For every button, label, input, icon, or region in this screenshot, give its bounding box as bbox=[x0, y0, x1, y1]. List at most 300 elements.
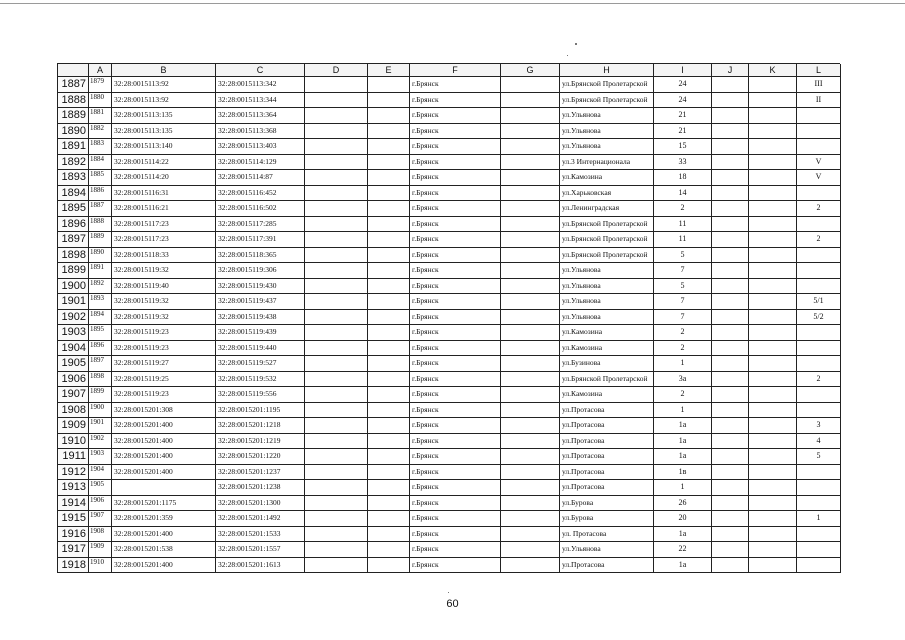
cell-i[interactable]: 14 bbox=[654, 186, 712, 202]
cell-b[interactable]: 32:28:0015113:135 bbox=[112, 108, 216, 124]
cell-l[interactable]: 5 bbox=[797, 449, 841, 465]
row-number[interactable]: 1900 bbox=[58, 279, 89, 295]
cell-l[interactable] bbox=[797, 341, 841, 357]
cell-a[interactable]: 1899 bbox=[89, 387, 112, 403]
cell-h[interactable]: ул.Ульянова bbox=[560, 263, 654, 279]
cell-a[interactable]: 1909 bbox=[89, 542, 112, 558]
cell-g[interactable] bbox=[501, 465, 560, 481]
cell-e[interactable] bbox=[368, 186, 410, 202]
cell-d[interactable] bbox=[305, 511, 368, 527]
cell-b[interactable]: 32:28:0015119:23 bbox=[112, 325, 216, 341]
cell-c[interactable]: 32:28:0015113:364 bbox=[216, 108, 305, 124]
cell-f[interactable]: г.Брянск bbox=[410, 279, 501, 295]
cell-f[interactable]: г.Брянск bbox=[410, 155, 501, 171]
column-header[interactable]: I bbox=[654, 64, 712, 77]
cell-l[interactable] bbox=[797, 527, 841, 543]
column-header[interactable]: E bbox=[368, 64, 410, 77]
row-number[interactable]: 1915 bbox=[58, 511, 89, 527]
cell-d[interactable] bbox=[305, 108, 368, 124]
cell-l[interactable] bbox=[797, 124, 841, 140]
cell-j[interactable] bbox=[712, 403, 749, 419]
cell-c[interactable]: 32:28:0015201:1219 bbox=[216, 434, 305, 450]
cell-e[interactable] bbox=[368, 418, 410, 434]
cell-k[interactable] bbox=[749, 558, 797, 574]
cell-h[interactable]: ул.Камозина bbox=[560, 325, 654, 341]
cell-g[interactable] bbox=[501, 77, 560, 93]
cell-b[interactable]: 32:28:0015116:21 bbox=[112, 201, 216, 217]
cell-k[interactable] bbox=[749, 511, 797, 527]
cell-k[interactable] bbox=[749, 217, 797, 233]
cell-k[interactable] bbox=[749, 310, 797, 326]
cell-j[interactable] bbox=[712, 279, 749, 295]
cell-b[interactable]: 32:28:0015201:400 bbox=[112, 449, 216, 465]
cell-i[interactable]: 11 bbox=[654, 217, 712, 233]
cell-k[interactable] bbox=[749, 403, 797, 419]
cell-j[interactable] bbox=[712, 263, 749, 279]
row-number[interactable]: 1898 bbox=[58, 248, 89, 264]
cell-c[interactable]: 32:28:0015201:1613 bbox=[216, 558, 305, 574]
cell-c[interactable]: 32:28:0015201:1238 bbox=[216, 480, 305, 496]
cell-f[interactable]: г.Брянск bbox=[410, 403, 501, 419]
cell-l[interactable]: V bbox=[797, 155, 841, 171]
cell-e[interactable] bbox=[368, 449, 410, 465]
cell-e[interactable] bbox=[368, 325, 410, 341]
cell-k[interactable] bbox=[749, 325, 797, 341]
cell-g[interactable] bbox=[501, 434, 560, 450]
cell-j[interactable] bbox=[712, 310, 749, 326]
cell-k[interactable] bbox=[749, 77, 797, 93]
cell-j[interactable] bbox=[712, 77, 749, 93]
cell-a[interactable]: 1902 bbox=[89, 434, 112, 450]
cell-g[interactable] bbox=[501, 310, 560, 326]
cell-b[interactable]: 32:28:0015119:40 bbox=[112, 279, 216, 295]
cell-k[interactable] bbox=[749, 527, 797, 543]
cell-i[interactable]: 3а bbox=[654, 372, 712, 388]
cell-j[interactable] bbox=[712, 124, 749, 140]
cell-d[interactable] bbox=[305, 527, 368, 543]
row-number[interactable]: 1903 bbox=[58, 325, 89, 341]
cell-d[interactable] bbox=[305, 155, 368, 171]
row-number[interactable]: 1906 bbox=[58, 372, 89, 388]
cell-b[interactable]: 32:28:0015201:400 bbox=[112, 434, 216, 450]
cell-f[interactable]: г.Брянск bbox=[410, 232, 501, 248]
cell-a[interactable]: 1910 bbox=[89, 558, 112, 574]
cell-h[interactable]: ул.Ульянова bbox=[560, 310, 654, 326]
cell-l[interactable] bbox=[797, 186, 841, 202]
cell-b[interactable]: 32:28:0015116:31 bbox=[112, 186, 216, 202]
cell-i[interactable]: 1 bbox=[654, 480, 712, 496]
cell-k[interactable] bbox=[749, 356, 797, 372]
cell-b[interactable]: 32:28:0015119:27 bbox=[112, 356, 216, 372]
cell-f[interactable]: г.Брянск bbox=[410, 558, 501, 574]
cell-h[interactable]: ул.Камозина bbox=[560, 341, 654, 357]
cell-g[interactable] bbox=[501, 170, 560, 186]
cell-e[interactable] bbox=[368, 201, 410, 217]
cell-k[interactable] bbox=[749, 465, 797, 481]
cell-d[interactable] bbox=[305, 310, 368, 326]
cell-h[interactable]: ул.Протасова bbox=[560, 418, 654, 434]
cell-l[interactable] bbox=[797, 248, 841, 264]
cell-j[interactable] bbox=[712, 139, 749, 155]
cell-g[interactable] bbox=[501, 294, 560, 310]
cell-k[interactable] bbox=[749, 542, 797, 558]
cell-g[interactable] bbox=[501, 449, 560, 465]
cell-c[interactable]: 32:28:0015113:403 bbox=[216, 139, 305, 155]
cell-e[interactable] bbox=[368, 356, 410, 372]
cell-f[interactable]: г.Брянск bbox=[410, 496, 501, 512]
cell-l[interactable] bbox=[797, 465, 841, 481]
cell-h[interactable]: ул.Протасова bbox=[560, 449, 654, 465]
cell-e[interactable] bbox=[368, 403, 410, 419]
cell-f[interactable]: г.Брянск bbox=[410, 263, 501, 279]
cell-f[interactable]: г.Брянск bbox=[410, 139, 501, 155]
cell-j[interactable] bbox=[712, 248, 749, 264]
cell-b[interactable] bbox=[112, 480, 216, 496]
column-header[interactable]: C bbox=[216, 64, 305, 77]
cell-e[interactable] bbox=[368, 310, 410, 326]
cell-b[interactable]: 32:28:0015119:25 bbox=[112, 372, 216, 388]
cell-g[interactable] bbox=[501, 201, 560, 217]
cell-a[interactable]: 1881 bbox=[89, 108, 112, 124]
cell-f[interactable]: г.Брянск bbox=[410, 201, 501, 217]
cell-d[interactable] bbox=[305, 418, 368, 434]
cell-h[interactable]: ул.Протасова bbox=[560, 434, 654, 450]
cell-g[interactable] bbox=[501, 232, 560, 248]
cell-k[interactable] bbox=[749, 372, 797, 388]
cell-h[interactable]: ул.Протасова bbox=[560, 403, 654, 419]
cell-a[interactable]: 1889 bbox=[89, 232, 112, 248]
row-number[interactable]: 1912 bbox=[58, 465, 89, 481]
cell-c[interactable]: 32:28:0015119:430 bbox=[216, 279, 305, 295]
cell-k[interactable] bbox=[749, 139, 797, 155]
cell-l[interactable] bbox=[797, 558, 841, 574]
cell-a[interactable]: 1907 bbox=[89, 511, 112, 527]
cell-h[interactable]: ул.Ульянова bbox=[560, 294, 654, 310]
row-number[interactable]: 1889 bbox=[58, 108, 89, 124]
cell-f[interactable]: г.Брянск bbox=[410, 77, 501, 93]
cell-h[interactable]: ул.Ленинградская bbox=[560, 201, 654, 217]
cell-l[interactable] bbox=[797, 139, 841, 155]
cell-e[interactable] bbox=[368, 263, 410, 279]
cell-a[interactable]: 1894 bbox=[89, 310, 112, 326]
cell-h[interactable]: ул.Бурова bbox=[560, 511, 654, 527]
cell-g[interactable] bbox=[501, 496, 560, 512]
cell-j[interactable] bbox=[712, 186, 749, 202]
cell-c[interactable]: 32:28:0015119:438 bbox=[216, 310, 305, 326]
cell-g[interactable] bbox=[501, 527, 560, 543]
cell-a[interactable]: 1900 bbox=[89, 403, 112, 419]
cell-k[interactable] bbox=[749, 449, 797, 465]
cell-d[interactable] bbox=[305, 248, 368, 264]
cell-f[interactable]: г.Брянск bbox=[410, 511, 501, 527]
cell-f[interactable]: г.Брянск bbox=[410, 248, 501, 264]
cell-d[interactable] bbox=[305, 279, 368, 295]
cell-e[interactable] bbox=[368, 511, 410, 527]
cell-l[interactable] bbox=[797, 387, 841, 403]
cell-i[interactable]: 20 bbox=[654, 511, 712, 527]
cell-d[interactable] bbox=[305, 372, 368, 388]
cell-i[interactable]: 2 bbox=[654, 201, 712, 217]
cell-h[interactable]: ул.Протасова bbox=[560, 480, 654, 496]
cell-e[interactable] bbox=[368, 341, 410, 357]
cell-k[interactable] bbox=[749, 186, 797, 202]
cell-b[interactable]: 32:28:0015114:20 bbox=[112, 170, 216, 186]
cell-j[interactable] bbox=[712, 449, 749, 465]
cell-f[interactable]: г.Брянск bbox=[410, 217, 501, 233]
cell-j[interactable] bbox=[712, 418, 749, 434]
cell-l[interactable]: V bbox=[797, 170, 841, 186]
cell-k[interactable] bbox=[749, 93, 797, 109]
cell-c[interactable]: 32:28:0015117:391 bbox=[216, 232, 305, 248]
cell-f[interactable]: г.Брянск bbox=[410, 325, 501, 341]
cell-g[interactable] bbox=[501, 93, 560, 109]
cell-f[interactable]: г.Брянск bbox=[410, 372, 501, 388]
cell-l[interactable]: 5/2 bbox=[797, 310, 841, 326]
column-header[interactable]: K bbox=[749, 64, 797, 77]
cell-h[interactable]: ул.3 Интернационала bbox=[560, 155, 654, 171]
cell-c[interactable]: 32:28:0015118:365 bbox=[216, 248, 305, 264]
cell-h[interactable]: ул.Ульянова bbox=[560, 139, 654, 155]
cell-d[interactable] bbox=[305, 325, 368, 341]
cell-f[interactable]: г.Брянск bbox=[410, 170, 501, 186]
cell-l[interactable]: II bbox=[797, 93, 841, 109]
row-number[interactable]: 1895 bbox=[58, 201, 89, 217]
cell-d[interactable] bbox=[305, 341, 368, 357]
cell-d[interactable] bbox=[305, 356, 368, 372]
cell-c[interactable]: 32:28:0015113:342 bbox=[216, 77, 305, 93]
cell-b[interactable]: 32:28:0015201:1175 bbox=[112, 496, 216, 512]
row-number[interactable]: 1893 bbox=[58, 170, 89, 186]
cell-j[interactable] bbox=[712, 434, 749, 450]
cell-b[interactable]: 32:28:0015113:92 bbox=[112, 77, 216, 93]
cell-a[interactable]: 1886 bbox=[89, 186, 112, 202]
cell-e[interactable] bbox=[368, 155, 410, 171]
cell-d[interactable] bbox=[305, 496, 368, 512]
cell-e[interactable] bbox=[368, 93, 410, 109]
cell-e[interactable] bbox=[368, 434, 410, 450]
cell-j[interactable] bbox=[712, 325, 749, 341]
cell-h[interactable]: ул.Брянской Пролетарской bbox=[560, 93, 654, 109]
cell-i[interactable]: 5 bbox=[654, 248, 712, 264]
cell-k[interactable] bbox=[749, 248, 797, 264]
cell-d[interactable] bbox=[305, 294, 368, 310]
row-number[interactable]: 1888 bbox=[58, 93, 89, 109]
cell-a[interactable]: 1880 bbox=[89, 93, 112, 109]
cell-i[interactable]: 7 bbox=[654, 263, 712, 279]
cell-l[interactable]: 2 bbox=[797, 201, 841, 217]
cell-j[interactable] bbox=[712, 496, 749, 512]
row-number[interactable]: 1907 bbox=[58, 387, 89, 403]
row-number[interactable]: 1911 bbox=[58, 449, 89, 465]
cell-g[interactable] bbox=[501, 372, 560, 388]
cell-l[interactable]: 1 bbox=[797, 511, 841, 527]
row-number[interactable]: 1904 bbox=[58, 341, 89, 357]
row-number[interactable]: 1910 bbox=[58, 434, 89, 450]
cell-b[interactable]: 32:28:0015117:23 bbox=[112, 217, 216, 233]
cell-a[interactable]: 1884 bbox=[89, 155, 112, 171]
cell-i[interactable]: 24 bbox=[654, 93, 712, 109]
row-number[interactable]: 1908 bbox=[58, 403, 89, 419]
cell-h[interactable]: ул.Брянской Пролетарской bbox=[560, 217, 654, 233]
cell-i[interactable]: 22 bbox=[654, 542, 712, 558]
cell-b[interactable]: 32:28:0015119:32 bbox=[112, 310, 216, 326]
cell-e[interactable] bbox=[368, 124, 410, 140]
cell-i[interactable]: 11 bbox=[654, 232, 712, 248]
cell-l[interactable]: 3 bbox=[797, 418, 841, 434]
cell-g[interactable] bbox=[501, 186, 560, 202]
cell-b[interactable]: 32:28:0015201:400 bbox=[112, 527, 216, 543]
cell-c[interactable]: 32:28:0015119:532 bbox=[216, 372, 305, 388]
cell-j[interactable] bbox=[712, 372, 749, 388]
cell-b[interactable]: 32:28:0015114:22 bbox=[112, 155, 216, 171]
cell-d[interactable] bbox=[305, 77, 368, 93]
cell-a[interactable]: 1879 bbox=[89, 77, 112, 93]
cell-f[interactable]: г.Брянск bbox=[410, 434, 501, 450]
cell-b[interactable]: 32:28:0015119:23 bbox=[112, 387, 216, 403]
cell-d[interactable] bbox=[305, 232, 368, 248]
cell-h[interactable]: ул.Харьковская bbox=[560, 186, 654, 202]
row-number[interactable]: 1894 bbox=[58, 186, 89, 202]
cell-e[interactable] bbox=[368, 496, 410, 512]
row-number[interactable]: 1909 bbox=[58, 418, 89, 434]
cell-a[interactable]: 1883 bbox=[89, 139, 112, 155]
cell-j[interactable] bbox=[712, 93, 749, 109]
cell-c[interactable]: 32:28:0015119:437 bbox=[216, 294, 305, 310]
cell-g[interactable] bbox=[501, 248, 560, 264]
row-number[interactable]: 1891 bbox=[58, 139, 89, 155]
cell-j[interactable] bbox=[712, 356, 749, 372]
cell-b[interactable]: 32:28:0015201:538 bbox=[112, 542, 216, 558]
cell-i[interactable]: 21 bbox=[654, 124, 712, 140]
cell-l[interactable] bbox=[797, 263, 841, 279]
cell-k[interactable] bbox=[749, 496, 797, 512]
cell-b[interactable]: 32:28:0015201:308 bbox=[112, 403, 216, 419]
cell-g[interactable] bbox=[501, 279, 560, 295]
cell-k[interactable] bbox=[749, 108, 797, 124]
cell-f[interactable]: г.Брянск bbox=[410, 527, 501, 543]
cell-d[interactable] bbox=[305, 201, 368, 217]
cell-k[interactable] bbox=[749, 418, 797, 434]
cell-e[interactable] bbox=[368, 217, 410, 233]
row-number[interactable]: 1890 bbox=[58, 124, 89, 140]
cell-c[interactable]: 32:28:0015201:1557 bbox=[216, 542, 305, 558]
cell-f[interactable]: г.Брянск bbox=[410, 418, 501, 434]
cell-h[interactable]: ул.Ульянова bbox=[560, 279, 654, 295]
cell-k[interactable] bbox=[749, 263, 797, 279]
cell-f[interactable]: г.Брянск bbox=[410, 465, 501, 481]
cell-e[interactable] bbox=[368, 387, 410, 403]
cell-h[interactable]: ул.Брянской Пролетарской bbox=[560, 248, 654, 264]
cell-j[interactable] bbox=[712, 294, 749, 310]
cell-a[interactable]: 1896 bbox=[89, 341, 112, 357]
cell-h[interactable]: ул.Брянской Пролетарской bbox=[560, 372, 654, 388]
cell-l[interactable] bbox=[797, 403, 841, 419]
column-header[interactable]: B bbox=[112, 64, 216, 77]
cell-c[interactable]: 32:28:0015116:502 bbox=[216, 201, 305, 217]
cell-c[interactable]: 32:28:0015119:439 bbox=[216, 325, 305, 341]
row-number[interactable]: 1916 bbox=[58, 527, 89, 543]
cell-j[interactable] bbox=[712, 542, 749, 558]
cell-h[interactable]: ул.Бурова bbox=[560, 496, 654, 512]
cell-b[interactable]: 32:28:0015119:23 bbox=[112, 341, 216, 357]
cell-j[interactable] bbox=[712, 558, 749, 574]
cell-g[interactable] bbox=[501, 542, 560, 558]
column-header[interactable]: F bbox=[410, 64, 501, 77]
cell-l[interactable] bbox=[797, 356, 841, 372]
cell-k[interactable] bbox=[749, 232, 797, 248]
cell-j[interactable] bbox=[712, 341, 749, 357]
cell-k[interactable] bbox=[749, 170, 797, 186]
cell-i[interactable]: 1 bbox=[654, 403, 712, 419]
cell-d[interactable] bbox=[305, 465, 368, 481]
cell-i[interactable]: 33 bbox=[654, 155, 712, 171]
cell-d[interactable] bbox=[305, 542, 368, 558]
cell-h[interactable]: ул.Ульянова bbox=[560, 108, 654, 124]
cell-f[interactable]: г.Брянск bbox=[410, 93, 501, 109]
row-number[interactable]: 1899 bbox=[58, 263, 89, 279]
cell-h[interactable]: ул.Камозина bbox=[560, 170, 654, 186]
cell-h[interactable]: ул.Ульянова bbox=[560, 124, 654, 140]
cell-i[interactable]: 7 bbox=[654, 294, 712, 310]
cell-i[interactable]: 1а bbox=[654, 434, 712, 450]
cell-f[interactable]: г.Брянск bbox=[410, 480, 501, 496]
row-number[interactable]: 1892 bbox=[58, 155, 89, 171]
cell-e[interactable] bbox=[368, 294, 410, 310]
cell-f[interactable]: г.Брянск bbox=[410, 124, 501, 140]
cell-j[interactable] bbox=[712, 511, 749, 527]
cell-c[interactable]: 32:28:0015201:1533 bbox=[216, 527, 305, 543]
cell-k[interactable] bbox=[749, 434, 797, 450]
column-header[interactable]: A bbox=[89, 64, 112, 77]
cell-h[interactable]: ул.Бузинова bbox=[560, 356, 654, 372]
cell-h[interactable]: ул.Протасова bbox=[560, 465, 654, 481]
cell-d[interactable] bbox=[305, 449, 368, 465]
row-number[interactable]: 1913 bbox=[58, 480, 89, 496]
cell-k[interactable] bbox=[749, 279, 797, 295]
cell-j[interactable] bbox=[712, 232, 749, 248]
cell-a[interactable]: 1905 bbox=[89, 480, 112, 496]
cell-i[interactable]: 5 bbox=[654, 279, 712, 295]
cell-h[interactable]: ул. Протасова bbox=[560, 527, 654, 543]
cell-g[interactable] bbox=[501, 325, 560, 341]
cell-a[interactable]: 1895 bbox=[89, 325, 112, 341]
cell-e[interactable] bbox=[368, 139, 410, 155]
row-number[interactable]: 1897 bbox=[58, 232, 89, 248]
cell-l[interactable] bbox=[797, 108, 841, 124]
cell-j[interactable] bbox=[712, 527, 749, 543]
cell-h[interactable]: ул.Камозина bbox=[560, 387, 654, 403]
cell-d[interactable] bbox=[305, 186, 368, 202]
cell-h[interactable]: ул.Протасова bbox=[560, 558, 654, 574]
cell-k[interactable] bbox=[749, 155, 797, 171]
column-header[interactable]: H bbox=[560, 64, 654, 77]
cell-d[interactable] bbox=[305, 480, 368, 496]
row-number[interactable]: 1887 bbox=[58, 77, 89, 93]
cell-c[interactable]: 32:28:0015113:368 bbox=[216, 124, 305, 140]
cell-g[interactable] bbox=[501, 217, 560, 233]
cell-e[interactable] bbox=[368, 248, 410, 264]
cell-l[interactable]: 2 bbox=[797, 232, 841, 248]
cell-d[interactable] bbox=[305, 387, 368, 403]
cell-l[interactable]: III bbox=[797, 77, 841, 93]
cell-d[interactable] bbox=[305, 263, 368, 279]
cell-a[interactable]: 1904 bbox=[89, 465, 112, 481]
cell-g[interactable] bbox=[501, 124, 560, 140]
cell-l[interactable]: 2 bbox=[797, 372, 841, 388]
cell-d[interactable] bbox=[305, 217, 368, 233]
cell-c[interactable]: 32:28:0015114:87 bbox=[216, 170, 305, 186]
cell-b[interactable]: 32:28:0015201:400 bbox=[112, 558, 216, 574]
